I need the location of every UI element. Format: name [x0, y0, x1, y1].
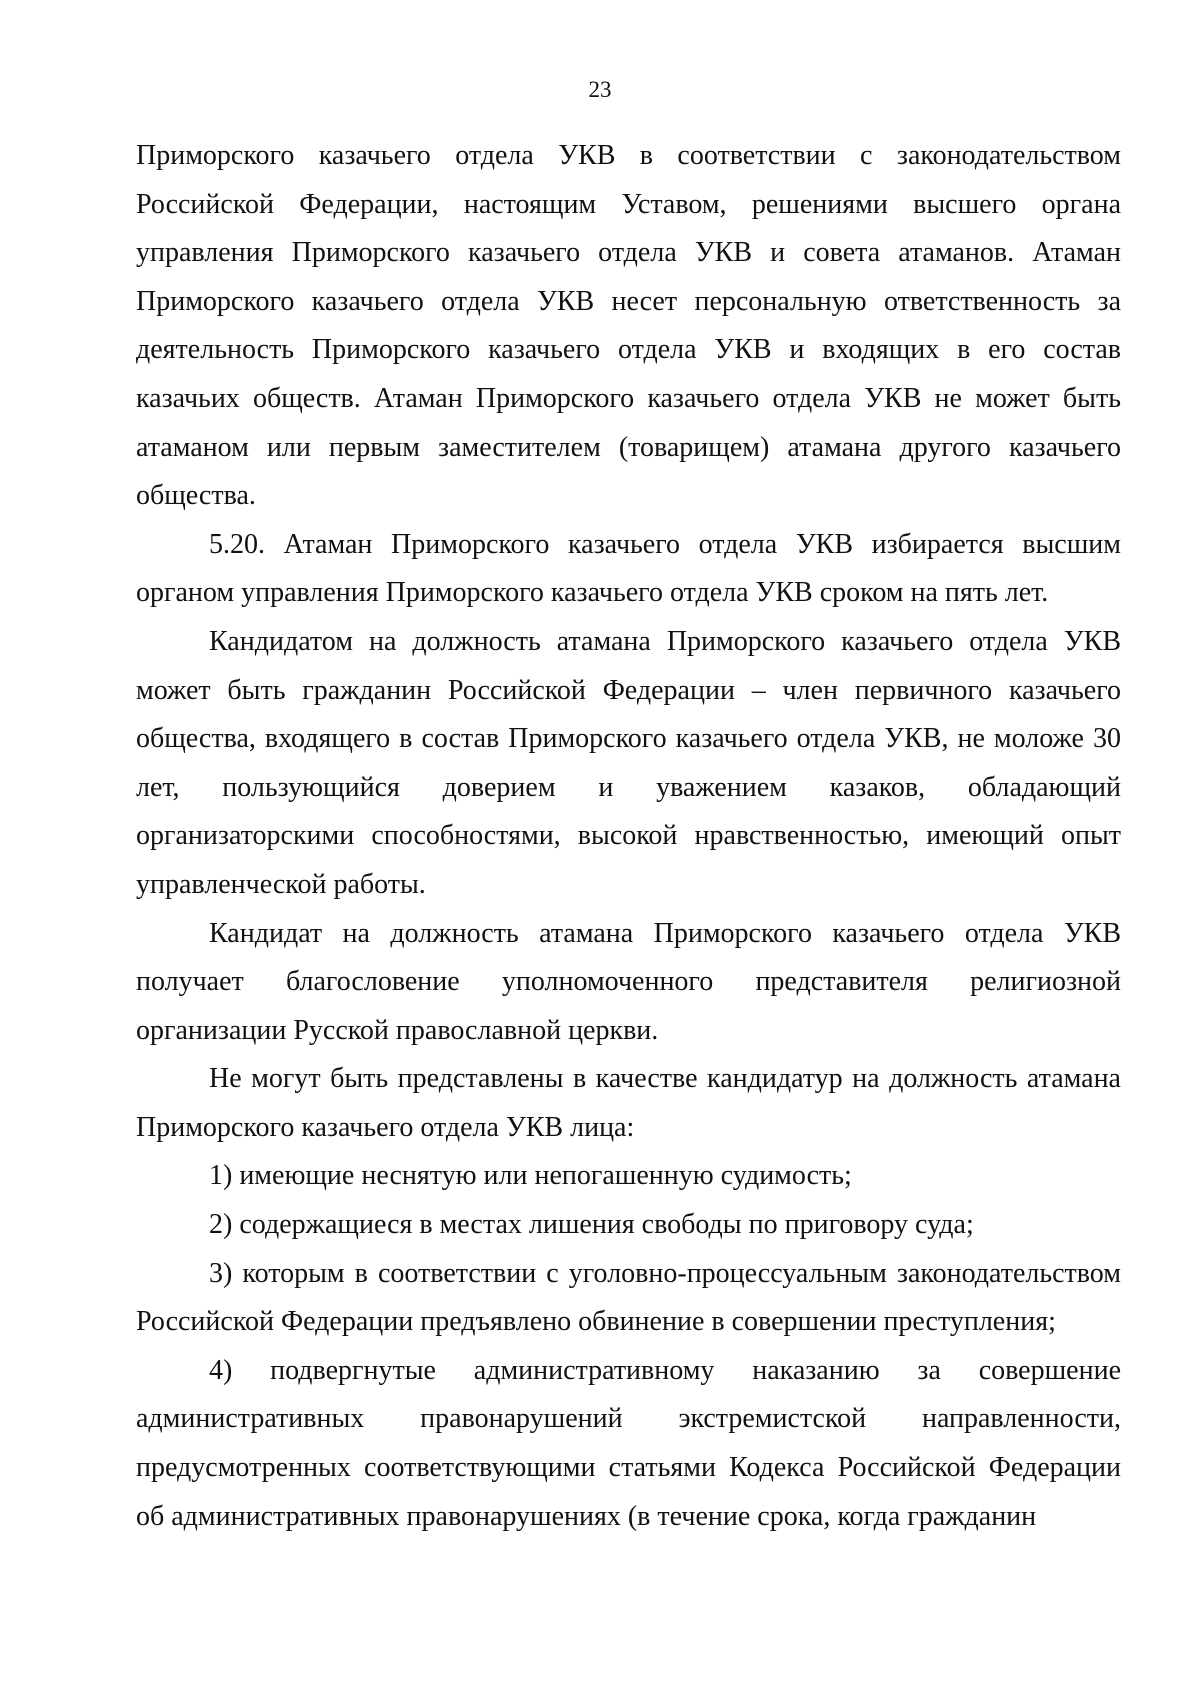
list-item-2: 2) содержащиеся в местах лишения свободы по приговору суда; — [209, 1209, 974, 1241]
list-item-3: 3) которым в соответствии с уголовно-процессуальным законодательством Российской Федерации предъявлено обвинение в совершении преступления; — [136, 1257, 1121, 1338]
paragraph-continuation: Приморского казачьего отдела УКВ в соответствии с законодательством Российской Федерации, настоящим Уставом, решениями высшего органа управления Приморского казачьего отдела УКВ и совета атаманов. Атаман Приморского казачьего отдела УКВ несет персональную ответственность за деятельность Приморского казачьего отдела УКВ и входящих в его состав казачьих обществ. Атаман Приморского казачьего отдела УКВ не может быть атаманом или первым заместителем (товарищем) атамана другого казачьего общества. — [136, 140, 1121, 512]
paragraph-candidate-requirements: Кандидатом на должность атамана Приморского казачьего отдела УКВ может быть гражданин Российской Федерации – член первичного казачьего общества, входящего в состав Приморского казачьего отдела УКВ, не моложе 30 лет, пользующийся доверием и уважением казаков, обладающий организаторскими способностями, высокой нравственностью, имеющий опыт управленческой работы. — [136, 625, 1121, 900]
paragraph-blessing: Кандидат на должность атамана Приморского казачьего отдела УКВ получает благословение уполномоченного представителя религиозной организации Русской православной церкви. — [136, 917, 1121, 1046]
document-body — [136, 132, 1121, 1541]
list-item-1: 1) имеющие неснятую или непогашенную судимость; — [209, 1160, 852, 1192]
paragraph-exclusions-intro: Не могут быть представлены в качестве кандидатур на должность атамана Приморского казачьего отдела УКВ лица: — [136, 1063, 1121, 1143]
page-number: 23 — [588, 77, 612, 102]
paragraph-5-20: 5.20. Атаман Приморского казачьего отдела УКВ избирается высшим органом управления Приморского казачьего отдела УКВ сроком на пять лет. — [136, 528, 1121, 609]
list-item-4: 4) подвергнутые административному наказанию за совершение административных правонарушений экстремистской направленности, предусмотренных соответствующими статьями Кодекса Российской Федерации об административных правонарушениях (в течение срока, когда гражданин — [136, 1354, 1121, 1532]
